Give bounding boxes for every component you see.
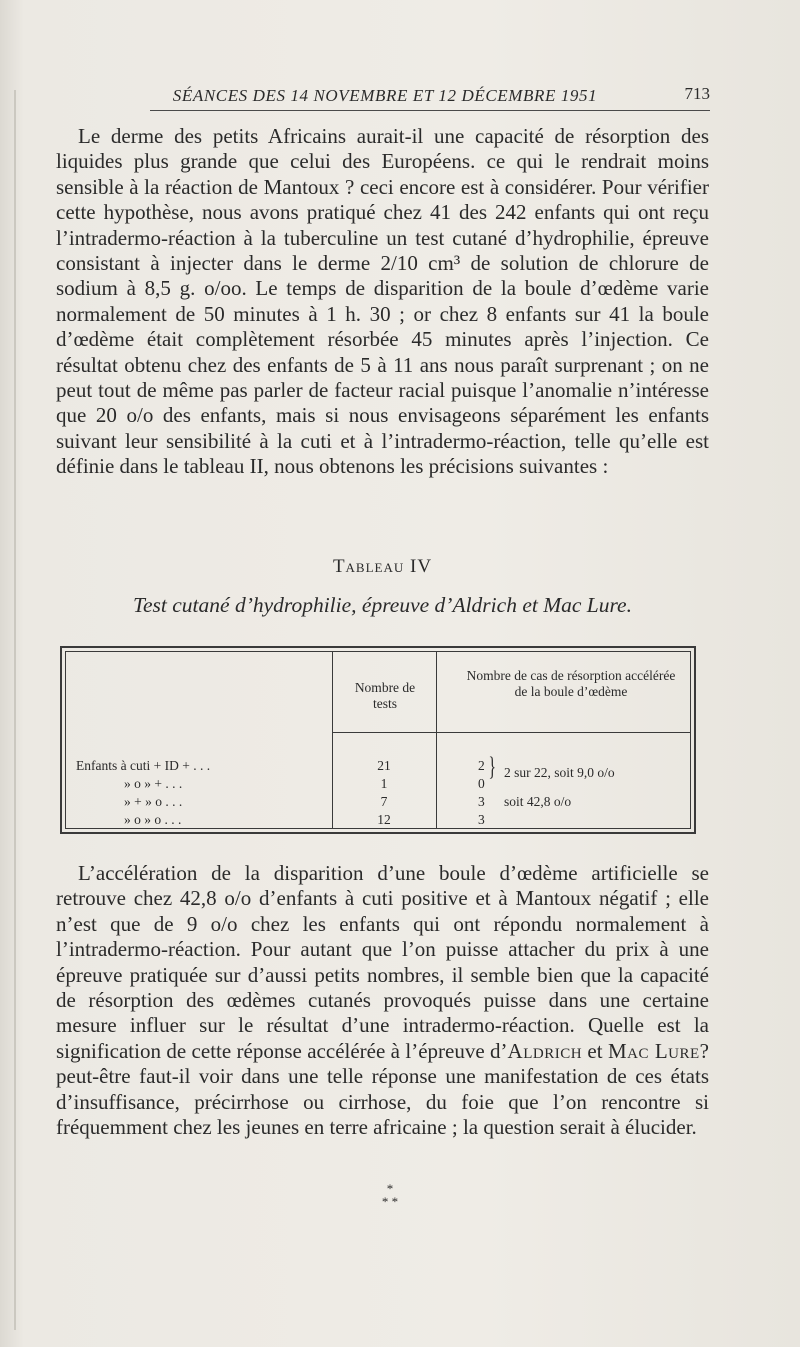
row-label: » o » + . . . — [124, 776, 183, 791]
asterism-top: * — [386, 1181, 394, 1196]
running-head: SÉANCES DES 14 NOVEMBRE ET 12 DÉCEMBRE 1951 — [172, 86, 598, 105]
row-label: Enfants à cuti + ID + . . . — [76, 758, 211, 773]
section-break-asterism — [360, 1182, 420, 1208]
table-inner-frame — [65, 651, 691, 829]
asterism-bottom: * * — [381, 1194, 399, 1209]
brace-mark: } — [488, 752, 496, 781]
author-name: Aldrich — [507, 1038, 583, 1063]
paragraph-2-start: L’accélération de la disparition d’une boule d’œdème artificielle se retrouve chez 42,8 o/o d’enfants à cuti positive et à Mantoux négatif ; elle n’est que de 9 o/o chez les enfants qui ont répondu normalement à l’intradermo-réaction. Pour autant que l’on puisse attacher du prix à une épreuve pratiquée sur d’aussi petits nombres, il semble bien que la capacité de résorption des œdèmes cutanés provoqués puisse dans une certaine mesure influer sur le résultat d’une intradermo-réaction. Quelle est la signification de cette réponse accélérée à l’épreuve d’ — [56, 861, 709, 1063]
paragraph-2-end: ? peut-être faut-il voir dans une telle réponse une manifestation de ces états d’insuffisance, précirrhose ou cirrhose, du foie que l’on rencontre si fréquemment chez les jeunes en terre africaine ; la question serait à élucider. — [56, 1038, 709, 1140]
data-table — [60, 646, 696, 834]
table-title: Tableau IV — [332, 556, 433, 577]
paragraph-2-conjunction: et — [582, 1038, 608, 1063]
group-note: 2 sur 22, soit 9,0 o/o — [504, 765, 615, 780]
header-rule — [332, 732, 690, 733]
table-subtitle: Test cutané d’hydrophilie, épreuve d’Aldrich et Mac Lure. — [133, 593, 632, 617]
tests-value: 12 — [377, 812, 391, 827]
header-rule — [150, 110, 710, 111]
row-label: » o » o . . . — [124, 812, 182, 827]
tests-value: 7 — [380, 794, 388, 809]
page-number: 713 — [684, 84, 710, 103]
cases-value: 3 — [478, 794, 485, 809]
group-note: soit 42,8 o/o — [504, 794, 572, 809]
row-label: » + » o . . . — [124, 794, 183, 809]
column-divider — [332, 652, 333, 828]
column-header-cases: Nombre de cas de résorption accélérée de la boule d’œdème — [466, 668, 676, 699]
paragraph-2 — [56, 861, 709, 1140]
tests-value: 21 — [377, 758, 391, 773]
cases-value: 0 — [478, 776, 485, 791]
page-gutter-shadow — [14, 90, 16, 1330]
tests-value: 1 — [380, 776, 388, 791]
cases-value: 2 — [478, 758, 485, 773]
column-divider — [436, 652, 437, 828]
cases-value: 3 — [478, 812, 485, 827]
author-name: Mac Lure — [607, 1038, 700, 1063]
column-header-tests: Nombre de tests — [354, 680, 416, 711]
paragraph-1: Le derme des petits Africains aurait-il une capacité de résorption des liquides plus grande que celui des Européens. ce qui le rendrait moins sensible à la réaction de Mantoux ? ceci encore est à considérer. Pour vérifier cette hypothèse, nous avons pratiqué chez 41 des 242 enfants qui ont reçu l’intradermo-réaction à la tuberculine un test cutané d’hydrophilie, épreuve consistant à injecter dans le derme 2/10 cm³ de solution de chlorure de sodium à 8,5 g. o/oo. Le temps de disparition de la boule d’œdème varie normalement de 50 minutes à 1 h. 30 ; or chez 8 enfants sur 41 la boule d’œdème était complètement résorbée 45 minutes après l’injection. Ce résultat obtenu chez des enfants de 5 à 11 ans nous paraît surprenant ; on ne peut tout de même pas parler de facteur racial puisque l’anomalie n’intéresse que 20 o/o des enfants, mais si nous envisageons séparément les enfants suivant leur sensibilité à la cuti et à l’intradermo-réaction, telle qu’elle est définie dans le tableau II, nous obtenons les précisions suivantes : — [56, 124, 709, 479]
